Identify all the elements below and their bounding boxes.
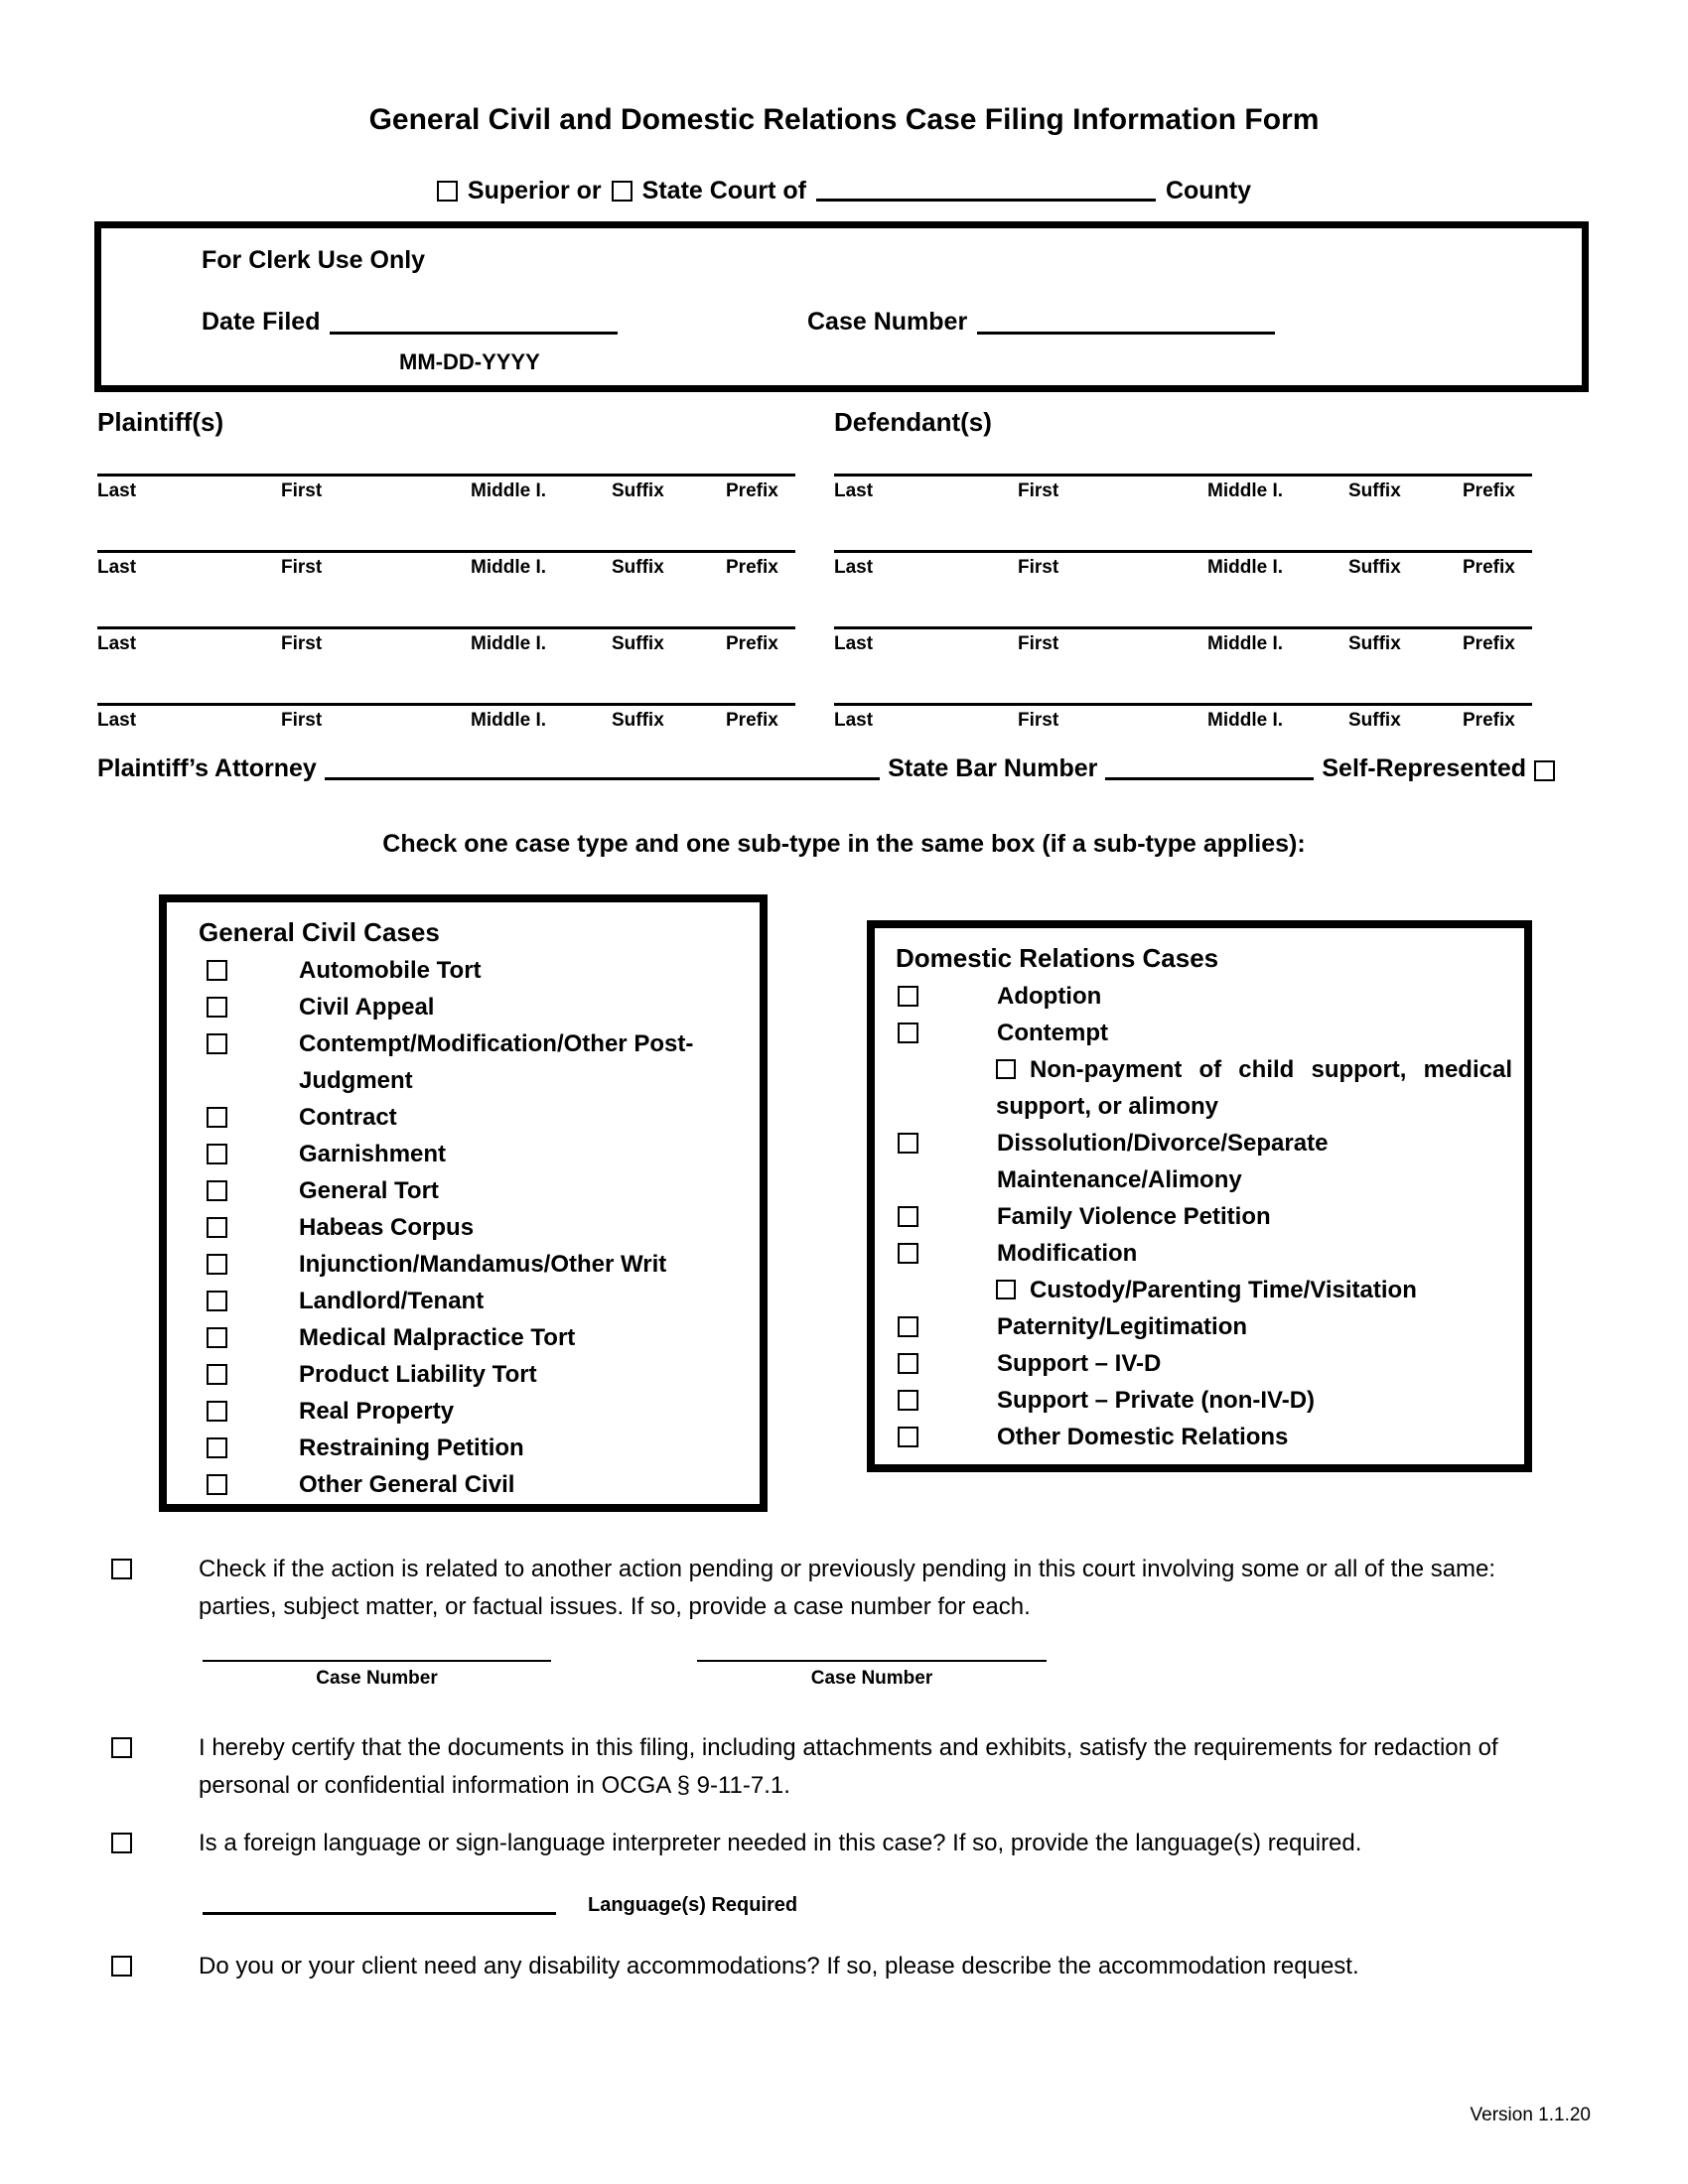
case-type-checkbox[interactable]	[207, 1437, 227, 1458]
name-column-labels	[834, 553, 1532, 577]
name-column-label: Last	[97, 633, 137, 654]
case-type-label: Adoption	[997, 983, 1102, 1010]
redaction-certify-text: I hereby certify that the documents in this filing, including attachments and exhibits, satisfy the requirements for redaction of personal or confidential information in OCGA § 9-11-7.1.	[199, 1734, 1498, 1799]
name-column-label: Prefix	[1463, 480, 1515, 501]
case-type-label: Contempt	[997, 1020, 1108, 1046]
superior-court-label: Superior or	[467, 177, 602, 205]
name-entry-line[interactable]	[834, 577, 1532, 629]
case-type-item	[875, 1198, 1524, 1235]
case-type-label: Contempt/Modification/Other Post-Judgment	[299, 1030, 694, 1094]
name-column-labels	[97, 706, 795, 730]
case-type-item	[875, 1015, 1524, 1051]
name-column-label: Middle I.	[1207, 480, 1283, 501]
name-column-labels	[97, 477, 795, 500]
name-column-label: First	[281, 710, 323, 731]
plaintiffs-attorney-label: Plaintiff’s Attorney	[97, 754, 317, 782]
case-type-item	[875, 1308, 1524, 1345]
name-column-label: Last	[834, 480, 874, 501]
case-type-label: Support – Private (non-IV-D)	[997, 1387, 1316, 1414]
defendant-name-row	[834, 424, 1532, 500]
name-column-label: First	[281, 633, 323, 654]
case-type-item	[875, 1382, 1524, 1419]
defendant-name-rows	[834, 424, 1532, 730]
case-type-item	[167, 1319, 760, 1356]
self-represented-checkbox[interactable]	[1534, 760, 1555, 781]
related-action-text: Check if the action is related to another action pending or previously pending in this court involving some or all of the same: parties, subject matter, or factual issues. If so, provide a case number for each.	[199, 1556, 1496, 1620]
case-type-item	[875, 1125, 1524, 1198]
name-entry-line[interactable]	[97, 500, 795, 553]
case-number-label-2: Case Number	[810, 1668, 933, 1689]
case-type-item	[167, 1025, 760, 1099]
case-type-label: Real Property	[299, 1398, 455, 1425]
name-column-label: Suffix	[612, 557, 664, 578]
name-column-label: Suffix	[612, 633, 664, 654]
case-type-label: Family Violence Petition	[997, 1203, 1271, 1230]
disability-row	[111, 1948, 1549, 1985]
case-type-label: Modification	[997, 1240, 1138, 1267]
name-entry-line[interactable]	[97, 653, 795, 706]
case-type-label: Civil Appeal	[299, 994, 435, 1021]
form-title: General Civil and Domestic Relations Case Filing Information Form	[368, 103, 1320, 136]
superior-court-checkbox[interactable]	[437, 181, 458, 202]
case-type-label: Other General Civil	[299, 1471, 515, 1498]
name-column-label: Middle I.	[471, 557, 546, 578]
name-column-label: Suffix	[1348, 710, 1401, 731]
case-type-checkbox[interactable]	[207, 1217, 227, 1238]
date-filed-field	[202, 308, 618, 337]
case-type-label: Medical Malpractice Tort	[299, 1324, 576, 1351]
name-entry-line[interactable]	[97, 577, 795, 629]
state-court-checkbox[interactable]	[612, 181, 633, 202]
case-type-item	[167, 1172, 760, 1209]
name-column-labels	[97, 553, 795, 577]
case-type-label: Contract	[299, 1104, 397, 1131]
case-type-checkbox[interactable]	[898, 986, 918, 1007]
domestic-relations-heading: Domestic Relations Cases	[896, 943, 1219, 973]
name-entry-line[interactable]	[97, 424, 795, 477]
case-number-label-1: Case Number	[316, 1668, 438, 1689]
name-column-label: Last	[834, 710, 874, 731]
domestic-relations-cases-box	[867, 920, 1532, 1472]
date-format-hint: MM-DD-YYYY	[399, 349, 540, 374]
case-type-item	[167, 1136, 760, 1172]
case-type-checkbox[interactable]	[898, 1427, 918, 1447]
name-column-labels	[834, 477, 1532, 500]
case-type-label: Dissolution/Divorce/Separate Maintenance/Alimony	[997, 1130, 1329, 1193]
case-type-checkbox[interactable]	[207, 1107, 227, 1128]
name-column-label: Suffix	[1348, 480, 1401, 501]
case-type-checkbox[interactable]	[898, 1390, 918, 1411]
defendant-name-row	[834, 653, 1532, 730]
case-type-checkbox[interactable]	[207, 960, 227, 981]
case-type-label: Habeas Corpus	[299, 1214, 475, 1241]
case-type-checkbox[interactable]	[207, 1401, 227, 1422]
plaintiffs-heading: Plaintiff(s)	[97, 407, 224, 437]
plaintiff-name-row	[97, 424, 795, 500]
case-type-checkbox[interactable]	[207, 997, 227, 1018]
state-bar-number-line[interactable]	[1105, 777, 1314, 780]
disability-checkbox[interactable]	[111, 1956, 132, 1977]
name-column-labels	[97, 629, 795, 653]
name-column-label: Prefix	[726, 710, 778, 731]
case-type-item	[167, 1283, 760, 1319]
state-bar-number-label: State Bar Number	[888, 754, 1098, 782]
defendant-name-row	[834, 500, 1532, 577]
case-type-label: Product Liability Tort	[299, 1361, 537, 1388]
name-column-label: Prefix	[726, 557, 778, 578]
plaintiff-name-row	[97, 500, 795, 577]
name-column-label: First	[1018, 633, 1059, 654]
name-column-label: First	[281, 557, 323, 578]
case-type-checkbox[interactable]	[207, 1144, 227, 1164]
name-column-label: First	[1018, 710, 1059, 731]
case-type-item	[167, 1209, 760, 1246]
case-type-item	[167, 952, 760, 989]
case-type-label: Paternity/Legitimation	[997, 1313, 1248, 1340]
case-subtype-label: Non-payment of child support, medical support, or alimony	[996, 1056, 1512, 1120]
case-type-checkbox[interactable]	[207, 1291, 227, 1311]
related-case-number-line-2[interactable]	[697, 1660, 1047, 1662]
clerk-case-number-label: Case Number	[807, 308, 968, 336]
case-type-checkbox[interactable]	[207, 1033, 227, 1054]
plaintiff-name-row	[97, 653, 795, 730]
case-subtype-item	[996, 1051, 1512, 1125]
case-type-item	[167, 1356, 760, 1393]
case-type-item	[167, 1099, 760, 1136]
related-case-number-line-1[interactable]	[203, 1660, 551, 1662]
name-column-label: Prefix	[726, 480, 778, 501]
case-type-checkbox[interactable]	[207, 1180, 227, 1201]
name-column-label: Last	[834, 557, 874, 578]
related-action-row	[111, 1551, 1549, 1626]
self-represented-label: Self-Represented	[1322, 754, 1526, 782]
name-column-label: Last	[97, 480, 137, 501]
language-required-row	[203, 1894, 797, 1917]
plaintiff-name-rows	[97, 424, 795, 730]
case-type-label: Support – IV-D	[997, 1350, 1162, 1377]
name-column-labels	[834, 706, 1532, 730]
name-entry-line[interactable]	[834, 653, 1532, 706]
case-type-item	[875, 1345, 1524, 1382]
name-column-label: Last	[97, 557, 137, 578]
name-column-label: Prefix	[1463, 557, 1515, 578]
case-type-label: Garnishment	[299, 1141, 447, 1167]
case-type-checkbox[interactable]	[898, 1353, 918, 1374]
name-column-label: Last	[97, 710, 137, 731]
clerk-use-only-box	[94, 221, 1589, 392]
case-type-checkbox[interactable]	[207, 1474, 227, 1495]
name-column-label: Suffix	[1348, 557, 1401, 578]
redaction-certify-row	[111, 1729, 1549, 1805]
case-subtype-item	[996, 1272, 1512, 1308]
case-type-checkbox[interactable]	[207, 1327, 227, 1348]
defendants-heading: Defendant(s)	[834, 407, 992, 437]
name-entry-line[interactable]	[834, 500, 1532, 553]
name-column-label: Prefix	[1463, 633, 1515, 654]
disability-text: Do you or your client need any disability accommodations? If so, please describe the accommodation request.	[199, 1953, 1359, 1979]
case-subtype-checkbox[interactable]	[996, 1059, 1016, 1079]
date-filed-line[interactable]	[330, 332, 618, 335]
redaction-certify-checkbox[interactable]	[111, 1737, 132, 1758]
case-type-label: Landlord/Tenant	[299, 1288, 485, 1314]
case-type-checkbox[interactable]	[898, 1316, 918, 1337]
case-type-item	[875, 978, 1524, 1015]
clerk-case-number-field	[807, 308, 1275, 337]
case-type-label: Injunction/Mandamus/Other Writ	[299, 1251, 667, 1278]
county-name-line[interactable]	[816, 199, 1156, 202]
language-required-label: Language(s) Required	[588, 1894, 798, 1916]
date-filed-label: Date Filed	[202, 308, 321, 336]
general-civil-cases-box	[159, 894, 768, 1512]
case-subtype-checkbox[interactable]	[996, 1280, 1016, 1299]
name-column-label: Middle I.	[1207, 710, 1283, 731]
case-type-item	[167, 1466, 760, 1503]
name-column-label: Middle I.	[471, 480, 546, 501]
clerk-case-number-line[interactable]	[977, 332, 1275, 335]
interpreter-row	[111, 1825, 1549, 1862]
case-subtype-label: Custody/Parenting Time/Visitation	[1030, 1277, 1417, 1303]
case-type-instruction: Check one case type and one sub-type in the same box (if a sub-type applies):	[382, 830, 1306, 858]
case-type-item	[167, 1430, 760, 1466]
name-column-label: Suffix	[612, 480, 664, 501]
case-type-checkbox[interactable]	[898, 1133, 918, 1154]
case-type-item	[167, 989, 760, 1025]
general-civil-heading: General Civil Cases	[199, 917, 440, 947]
case-type-checkbox[interactable]	[898, 1206, 918, 1227]
related-case-number-2	[697, 1660, 1047, 1690]
defendant-name-row	[834, 577, 1532, 653]
attorney-line	[97, 754, 1555, 783]
clerk-box-heading: For Clerk Use Only	[202, 246, 426, 274]
related-action-checkbox[interactable]	[111, 1559, 132, 1579]
name-column-label: First	[1018, 557, 1059, 578]
case-type-item	[167, 1393, 760, 1430]
case-type-checkbox[interactable]	[207, 1254, 227, 1275]
name-column-label: Last	[834, 633, 874, 654]
related-case-number-1	[203, 1660, 551, 1690]
interpreter-text: Is a foreign language or sign-language interpreter needed in this case? If so, provide the language(s) required.	[199, 1830, 1362, 1856]
name-column-label: Middle I.	[1207, 557, 1283, 578]
name-column-label: Prefix	[726, 633, 778, 654]
court-selection-line	[0, 177, 1688, 205]
plaintiff-name-row	[97, 577, 795, 653]
case-type-item	[875, 1419, 1524, 1455]
name-column-label: Middle I.	[471, 633, 546, 654]
name-column-label: First	[281, 480, 323, 501]
case-type-label: Restraining Petition	[299, 1434, 524, 1461]
name-column-label: Middle I.	[471, 710, 546, 731]
county-label: County	[1165, 177, 1252, 205]
version-label: Version 1.1.20	[1470, 2105, 1591, 2125]
case-type-label: Automobile Tort	[299, 957, 482, 984]
case-type-checkbox[interactable]	[898, 1243, 918, 1264]
language-required-line[interactable]	[203, 1912, 556, 1915]
case-type-label: General Tort	[299, 1177, 439, 1204]
interpreter-checkbox[interactable]	[111, 1833, 132, 1853]
name-column-labels	[834, 629, 1532, 653]
name-column-label: Middle I.	[1207, 633, 1283, 654]
name-column-label: Prefix	[1463, 710, 1515, 731]
case-type-item	[167, 1246, 760, 1283]
attorney-name-line[interactable]	[325, 777, 880, 780]
case-type-checkbox[interactable]	[207, 1364, 227, 1385]
name-entry-line[interactable]	[834, 424, 1532, 477]
case-type-item	[875, 1235, 1524, 1272]
state-court-label: State Court of	[641, 177, 806, 205]
case-type-label: Other Domestic Relations	[997, 1424, 1289, 1450]
name-column-label: Suffix	[1348, 633, 1401, 654]
name-column-label: First	[1018, 480, 1059, 501]
case-type-checkbox[interactable]	[898, 1023, 918, 1043]
name-column-label: Suffix	[612, 710, 664, 731]
